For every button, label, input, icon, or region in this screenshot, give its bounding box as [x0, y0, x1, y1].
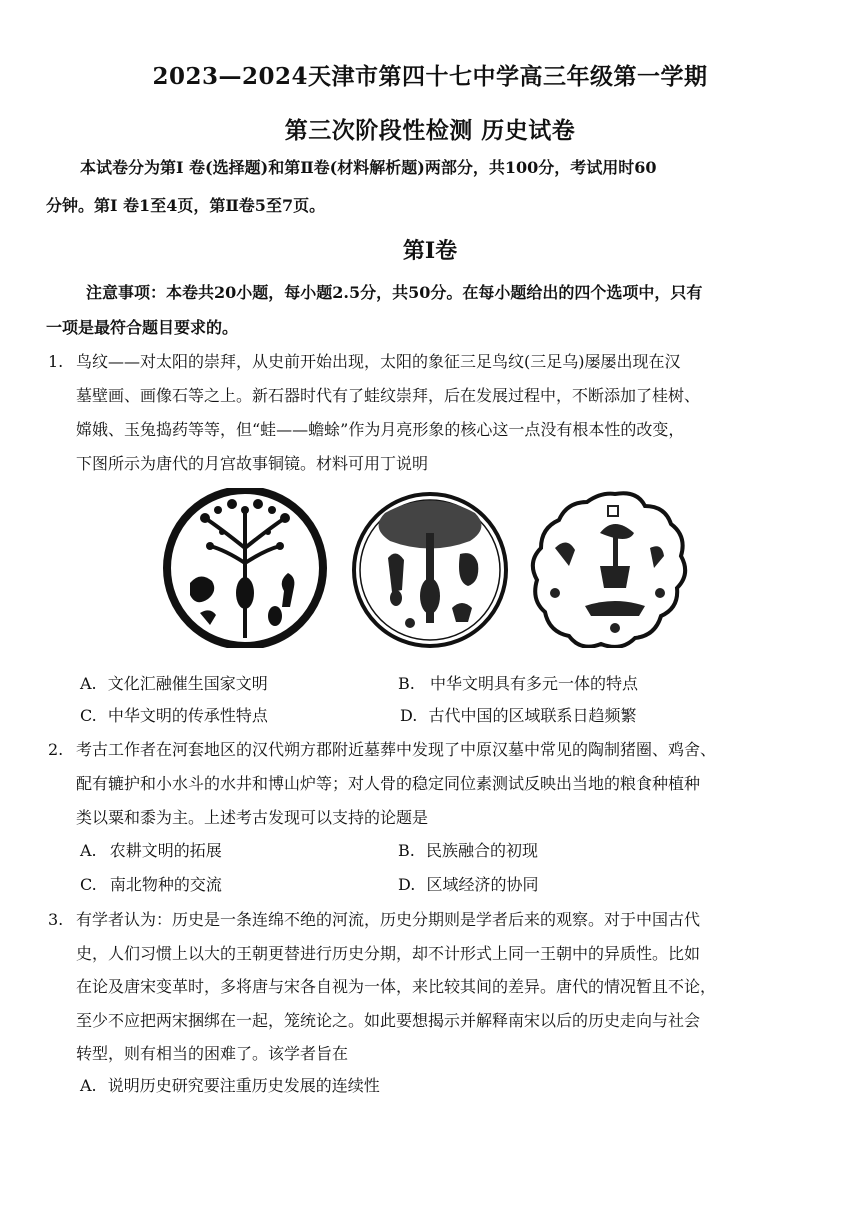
question-line: 类以粟和黍为主。上述考古发现可以支持的论题是 — [76, 808, 429, 827]
option-A[interactable] — [80, 1075, 380, 1097]
option-text: 说明历史研究要注重历史发展的连续性 — [107, 1076, 380, 1095]
option-text: 中华文明的传承性特点 — [107, 706, 268, 725]
question-number: 2. — [48, 740, 64, 759]
question-line: 下图所示为唐代的月宫故事铜镜。材料可用丁说明 — [76, 454, 429, 473]
intro-line1: 本试卷分为第I 卷(选择题)和第Ⅱ卷(材料解析题)两部分，共100分，考试用时60 — [80, 158, 657, 177]
option-text: 农耕文明的拓展 — [109, 841, 222, 860]
option-B[interactable] — [398, 840, 538, 862]
question-line: 墓壁画、画像石等之上。新石器时代有了蛙纹崇拜，后在发展过程中，不断添加了桂树、 — [76, 386, 701, 405]
option-B[interactable] — [398, 673, 638, 695]
option-letter: D. — [398, 875, 416, 894]
option-C[interactable] — [80, 705, 268, 727]
question-line: 鸟纹——对太阳的崇拜，从史前开始出现，太阳的象征三足鸟纹(三足乌)屡屡出现在汉 — [76, 352, 681, 371]
exam-title-line1: 2023—2024天津市第四十七中学高三年级第一学期 — [152, 63, 708, 90]
option-letter: A. — [80, 674, 97, 693]
notice-line1: 注意事项：本卷共20小题，每小题2.5分，共50分。在每小题给出的四个选项中，只有 — [86, 283, 703, 302]
question-line: 转型，则有相当的困难了。该学者旨在 — [76, 1044, 349, 1063]
notice-line2: 一项是最符合题目要求的。 — [46, 318, 239, 337]
exam-title-line2-text: 第三次阶段性检测 历史试卷 — [284, 117, 576, 144]
option-text: 中华文明具有多元一体的特点 — [429, 674, 638, 693]
question-number: 3. — [48, 910, 64, 929]
option-letter: B. — [398, 674, 415, 693]
option-text: 古代中国的区域联系日趋频繁 — [428, 706, 637, 725]
round-mirror-2 — [354, 494, 506, 646]
option-C[interactable] — [80, 874, 222, 896]
option-text: 文化汇融催生国家文明 — [107, 674, 268, 693]
question-line: 嫦娥、玉兔捣药等等，但“蛙——蟾蜍”作为月亮形象的核心这一点没有根本性的改变， — [76, 420, 685, 439]
round-mirror-1 — [167, 490, 323, 646]
question-line: 至少不应把两宋捆绑在一起，笼统论之。如此要想揭示并解释南宋以后的历史走向与社会 — [76, 1011, 701, 1030]
option-A[interactable] — [80, 840, 222, 862]
question-line: 有学者认为：历史是一条连绵不绝的河流，历史分期则是学者后来的观察。对于中国古代 — [76, 910, 701, 929]
option-text: 民族融合的初现 — [425, 841, 538, 860]
question-number: 1. — [48, 352, 64, 371]
question-line: 配有辘护和小水斗的水井和博山炉等；对人骨的稳定同位素测试反映出当地的粮食种植种 — [76, 774, 701, 793]
intro-line2: 分钟。第I 卷1至4页，第Ⅱ卷5至7页。 — [46, 196, 326, 215]
exam-title-line2 — [0, 112, 860, 145]
question-line: 史，人们习惯上以大的王朝更替进行历史分期，却不计形式上同一王朝中的异质性。比如 — [76, 944, 701, 963]
option-D[interactable] — [400, 705, 636, 727]
option-letter: D. — [400, 706, 418, 725]
option-A[interactable] — [80, 673, 268, 695]
option-letter: C. — [80, 706, 97, 725]
option-text: 南北物种的交流 — [109, 875, 222, 894]
option-letter: A. — [80, 841, 97, 860]
section-title: 第I卷 — [402, 238, 458, 264]
question-line: 在论及唐宋变革时，多将唐与宋各自视为一体，来比较其间的差异。唐代的情况暂且不论， — [76, 977, 717, 996]
option-D[interactable] — [398, 874, 538, 896]
option-letter: C. — [80, 875, 97, 894]
option-letter: A. — [80, 1076, 97, 1095]
question-line: 考古工作者在河套地区的汉代朔方郡附近墓葬中发现了中原汉墓中常见的陶制猪圈、鸡舍、 — [76, 740, 717, 759]
bronze-mirror-figure — [160, 488, 700, 648]
flower-mirror-3 — [533, 493, 685, 647]
option-letter: B. — [398, 841, 415, 860]
option-text: 区域经济的协同 — [426, 875, 539, 894]
